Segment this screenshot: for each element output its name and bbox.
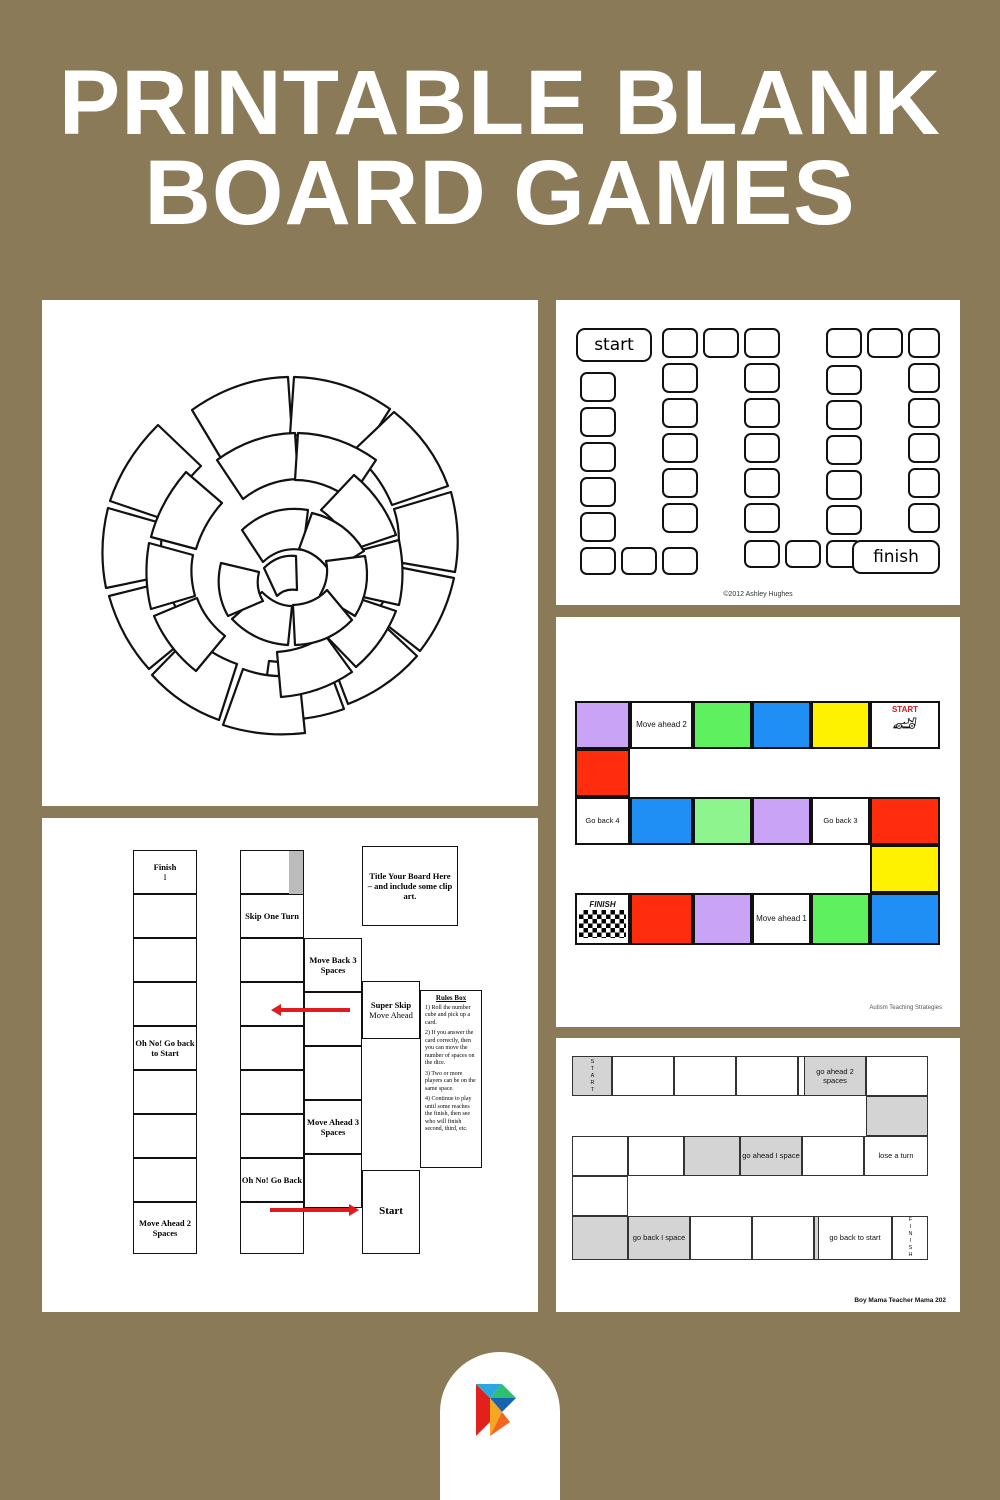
color-board-panel[interactable] (556, 617, 960, 1027)
spiral-board-illustration (42, 300, 538, 806)
board-space[interactable] (684, 1136, 740, 1176)
snake-start-label: start (576, 328, 652, 362)
title-line-2: BOARD GAMES (144, 142, 856, 245)
board-space[interactable] (572, 1176, 628, 1216)
board-space[interactable] (674, 1056, 736, 1096)
color-space[interactable] (630, 701, 693, 749)
snake-space (744, 398, 780, 428)
spiral-board-panel[interactable] (42, 300, 538, 806)
board-space[interactable] (802, 1136, 864, 1176)
board-space[interactable] (240, 1026, 304, 1070)
snake-space (580, 477, 616, 507)
checkered-flag-icon (579, 910, 626, 938)
board-space-label: go back to start (829, 1233, 881, 1243)
snake-space (662, 398, 698, 428)
board-space[interactable] (240, 1070, 304, 1114)
printablee-logo[interactable] (468, 1378, 532, 1442)
color-space[interactable] (870, 797, 940, 845)
snake-space (908, 328, 940, 358)
snake-space (662, 433, 698, 463)
snake-space (662, 468, 698, 498)
color-space[interactable] (575, 701, 630, 749)
color-space[interactable] (811, 893, 870, 945)
board-space[interactable] (628, 1216, 690, 1260)
board-space[interactable]: Super Skip Move Ahead (362, 981, 420, 1039)
board-space[interactable] (133, 982, 197, 1026)
board-space[interactable] (690, 1216, 752, 1260)
board-space-label: go ahead I space (742, 1151, 800, 1161)
board-space[interactable] (240, 850, 304, 894)
snake-space (580, 407, 616, 437)
board-space[interactable]: Oh No! Go back to Start (133, 1026, 197, 1070)
arrow-right-icon (270, 1208, 350, 1212)
snake-space (908, 433, 940, 463)
snake-space (744, 540, 780, 568)
start-label: START (589, 1058, 596, 1094)
grey-board-panel[interactable] (556, 1038, 960, 1312)
finish-space[interactable] (575, 893, 630, 945)
rule-item: 3) Two or more players can be on the same space. (425, 1070, 476, 1092)
board-space[interactable] (864, 1136, 928, 1176)
start-space[interactable] (870, 701, 940, 749)
snake-space (744, 328, 780, 358)
board-space[interactable] (304, 992, 362, 1046)
board-space[interactable] (240, 938, 304, 982)
board-space[interactable] (133, 894, 197, 938)
board-space[interactable] (866, 1096, 928, 1136)
board-space[interactable] (133, 938, 197, 982)
snake-space (785, 540, 821, 568)
shaded-strip (289, 851, 303, 895)
snake-space (662, 547, 698, 575)
board-space[interactable]: Move Ahead 3 Spaces (304, 1100, 362, 1154)
snake-space (621, 547, 657, 575)
board-space[interactable] (740, 1136, 802, 1176)
board-space-label: go back I space (632, 1233, 686, 1243)
color-space[interactable] (811, 797, 870, 845)
color-space[interactable] (575, 797, 630, 845)
color-space[interactable] (752, 893, 811, 945)
page-title (0, 0, 1000, 245)
snake-space (580, 547, 616, 575)
rule-item: 1) Roll the number cube and pick up a card. (425, 1004, 471, 1026)
snake-space (744, 363, 780, 393)
finish-space[interactable] (892, 1216, 928, 1260)
board-space[interactable] (804, 1056, 866, 1096)
snake-space (662, 363, 698, 393)
color-space[interactable] (575, 749, 630, 797)
logo-container (440, 1352, 560, 1500)
color-space[interactable] (752, 701, 811, 749)
snake-space (826, 505, 862, 535)
snake-space (703, 328, 739, 358)
start-space[interactable]: Start (362, 1170, 420, 1254)
snake-space (826, 365, 862, 395)
title-your-board-box[interactable]: Title Your Board Here – and include some clip art. (362, 846, 458, 926)
snake-space (826, 400, 862, 430)
grey-board-credit: Boy Mama Teacher Mama 202 (854, 1297, 946, 1304)
start-space[interactable] (572, 1056, 612, 1096)
rules-box (420, 990, 482, 1168)
rules-board-panel[interactable] (42, 818, 538, 1312)
board-space[interactable] (572, 1136, 628, 1176)
snake-space (580, 442, 616, 472)
snake-space (744, 433, 780, 463)
board-space[interactable] (612, 1056, 674, 1096)
snake-space (908, 503, 940, 533)
board-space[interactable] (133, 1158, 197, 1202)
race-car-icon: 🏎 (892, 713, 918, 736)
color-space[interactable] (630, 893, 693, 945)
color-space[interactable] (752, 797, 811, 845)
color-space-label: Go back 3 (823, 815, 858, 825)
finish-space[interactable]: Finish I (133, 850, 197, 894)
board-space[interactable]: Oh No! Go Back (240, 1158, 304, 1202)
snake-space (908, 468, 940, 498)
color-space[interactable] (693, 893, 752, 945)
snake-finish-label: finish (852, 540, 940, 574)
snake-space (662, 503, 698, 533)
snake-space (744, 503, 780, 533)
snake-space (580, 372, 616, 402)
snake-space (826, 328, 862, 358)
rule-item: 4) Continue to play until some reaches the finish, then see who will finish second, third, etc. (425, 1096, 472, 1133)
board-space[interactable] (572, 1216, 628, 1260)
board-space[interactable] (736, 1056, 798, 1096)
board-space[interactable] (752, 1216, 814, 1260)
snake-space (580, 512, 616, 542)
board-space[interactable]: Move Back 3 Spaces (304, 938, 362, 992)
rules-box-title: Rules Box (435, 994, 467, 1002)
board-space-label: go ahead 2 spaces (816, 1066, 854, 1085)
snake-space (826, 470, 862, 500)
color-space-label: Go back 4 (585, 815, 620, 825)
finish-label: FINISH (907, 1217, 914, 1259)
board-space[interactable] (133, 1070, 197, 1114)
snake-board-panel[interactable] (556, 300, 960, 605)
color-space-label: Move ahead 2 (636, 720, 687, 730)
board-space-label: lose a turn (878, 1151, 914, 1161)
snake-space (744, 468, 780, 498)
arrow-left-icon (280, 1008, 350, 1012)
board-space[interactable]: Move Ahead 2 Spaces (133, 1202, 197, 1254)
color-space-label: Move ahead 1 (756, 914, 807, 924)
board-space[interactable] (133, 1114, 197, 1158)
color-space[interactable] (870, 893, 940, 945)
board-space[interactable] (866, 1056, 928, 1096)
color-board-credit: Autism Teaching Strategies (869, 1005, 942, 1011)
board-space[interactable] (240, 1114, 304, 1158)
color-space[interactable] (630, 797, 693, 845)
board-space[interactable] (628, 1136, 684, 1176)
finish-label: FINISH (589, 900, 616, 910)
title-line-1: PRINTABLE BLANK (58, 52, 942, 154)
board-space[interactable] (304, 1154, 362, 1208)
start-label: START (891, 705, 919, 714)
color-space[interactable] (693, 797, 752, 845)
snake-space (908, 398, 940, 428)
board-space[interactable] (304, 1046, 362, 1100)
snake-space (908, 363, 940, 393)
snake-space (826, 435, 862, 465)
color-space[interactable] (811, 701, 870, 749)
snake-board-credit: ©2012 Ashley Hughes (723, 591, 793, 598)
snake-space (662, 328, 698, 358)
rule-item: 2) If you answer the card correctly, then you can move the number of spaces on the dice. (425, 1030, 475, 1067)
board-space[interactable]: Skip One Turn (240, 894, 304, 938)
color-space[interactable] (870, 845, 940, 893)
snake-space (867, 328, 903, 358)
color-space[interactable] (693, 701, 752, 749)
board-space[interactable] (818, 1216, 892, 1260)
